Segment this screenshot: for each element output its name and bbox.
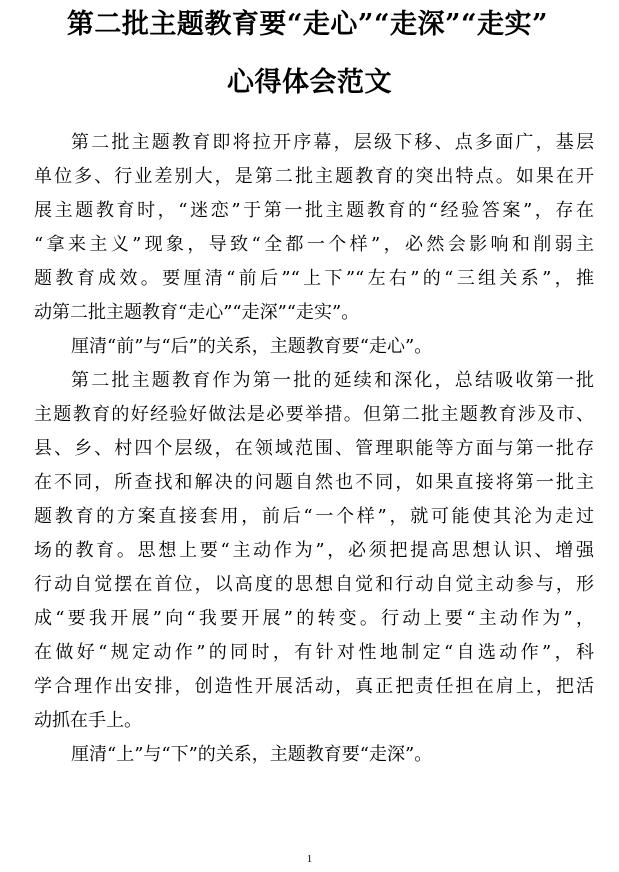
- paragraph-line: 主题教育的好经验好做法是必要举措。但第二批主题教育涉及市、: [34, 404, 594, 425]
- document-title-line-1: 第二批主题教育要“走心”“走深”“走实”: [66, 9, 549, 40]
- document-body: [34, 126, 594, 772]
- paragraph-line: 题教育成效。要厘清“前后”“上下”“左右”的“三组关系”，推: [34, 268, 594, 289]
- section-heading: 厘清“前”与“后”的关系，主题教育要“走心”。: [71, 336, 433, 357]
- paragraph-line: 单位多、行业差别大，是第二批主题教育的突出特点。如果在开: [34, 166, 594, 187]
- page-number: 1: [306, 853, 313, 865]
- paragraph-line: 县、乡、村四个层级，在领域范围、管理职能等方面与第一批存: [34, 438, 594, 459]
- paragraph-line: 在做好“规定动作”的同时，有针对性地制定“自选动作”，科: [34, 642, 594, 663]
- paragraph-line: 在不同，所查找和解决的问题自然也不同，如果直接将第一批主: [34, 472, 594, 493]
- document-title-line-2: 心得体会范文: [227, 67, 392, 98]
- paragraph-line: 行动自觉摆在首位，以高度的思想自觉和行动自觉主动参与，形: [34, 574, 594, 595]
- paragraph-line: 题教育的方案直接套用，前后“一个样”，就可能使其沦为走过: [34, 506, 594, 527]
- paragraph-line: 动抓在手上。: [34, 710, 142, 731]
- paragraph-line: 成“要我开展”向“我要开展”的转变。行动上要“主动作为”，: [34, 608, 594, 629]
- paragraph-line: 动第二批主题教育“走心”“走深”“走实”。: [34, 302, 360, 323]
- paragraph-line: 场的教育。思想上要“主动作为”，必须把提高思想认识、增强: [34, 540, 594, 561]
- paragraph-line: 第二批主题教育作为第一批的延续和深化，总结吸收第一批: [71, 370, 594, 391]
- paragraph-line: “拿来主义”现象，导致“全都一个样”，必然会影响和削弱主: [34, 234, 594, 255]
- paragraph-line: 展主题教育时，“迷恋”于第一批主题教育的“经验答案”，存在: [34, 200, 594, 221]
- paragraph-line: 第二批主题教育即将拉开序幕，层级下移、点多面广，基层: [71, 132, 594, 153]
- section-heading: 厘清“上”与“下”的关系，主题教育要“走深”。: [71, 744, 433, 765]
- paragraph-line: 学合理作出安排，创造性开展活动，真正把责任担在肩上，把活: [34, 676, 594, 697]
